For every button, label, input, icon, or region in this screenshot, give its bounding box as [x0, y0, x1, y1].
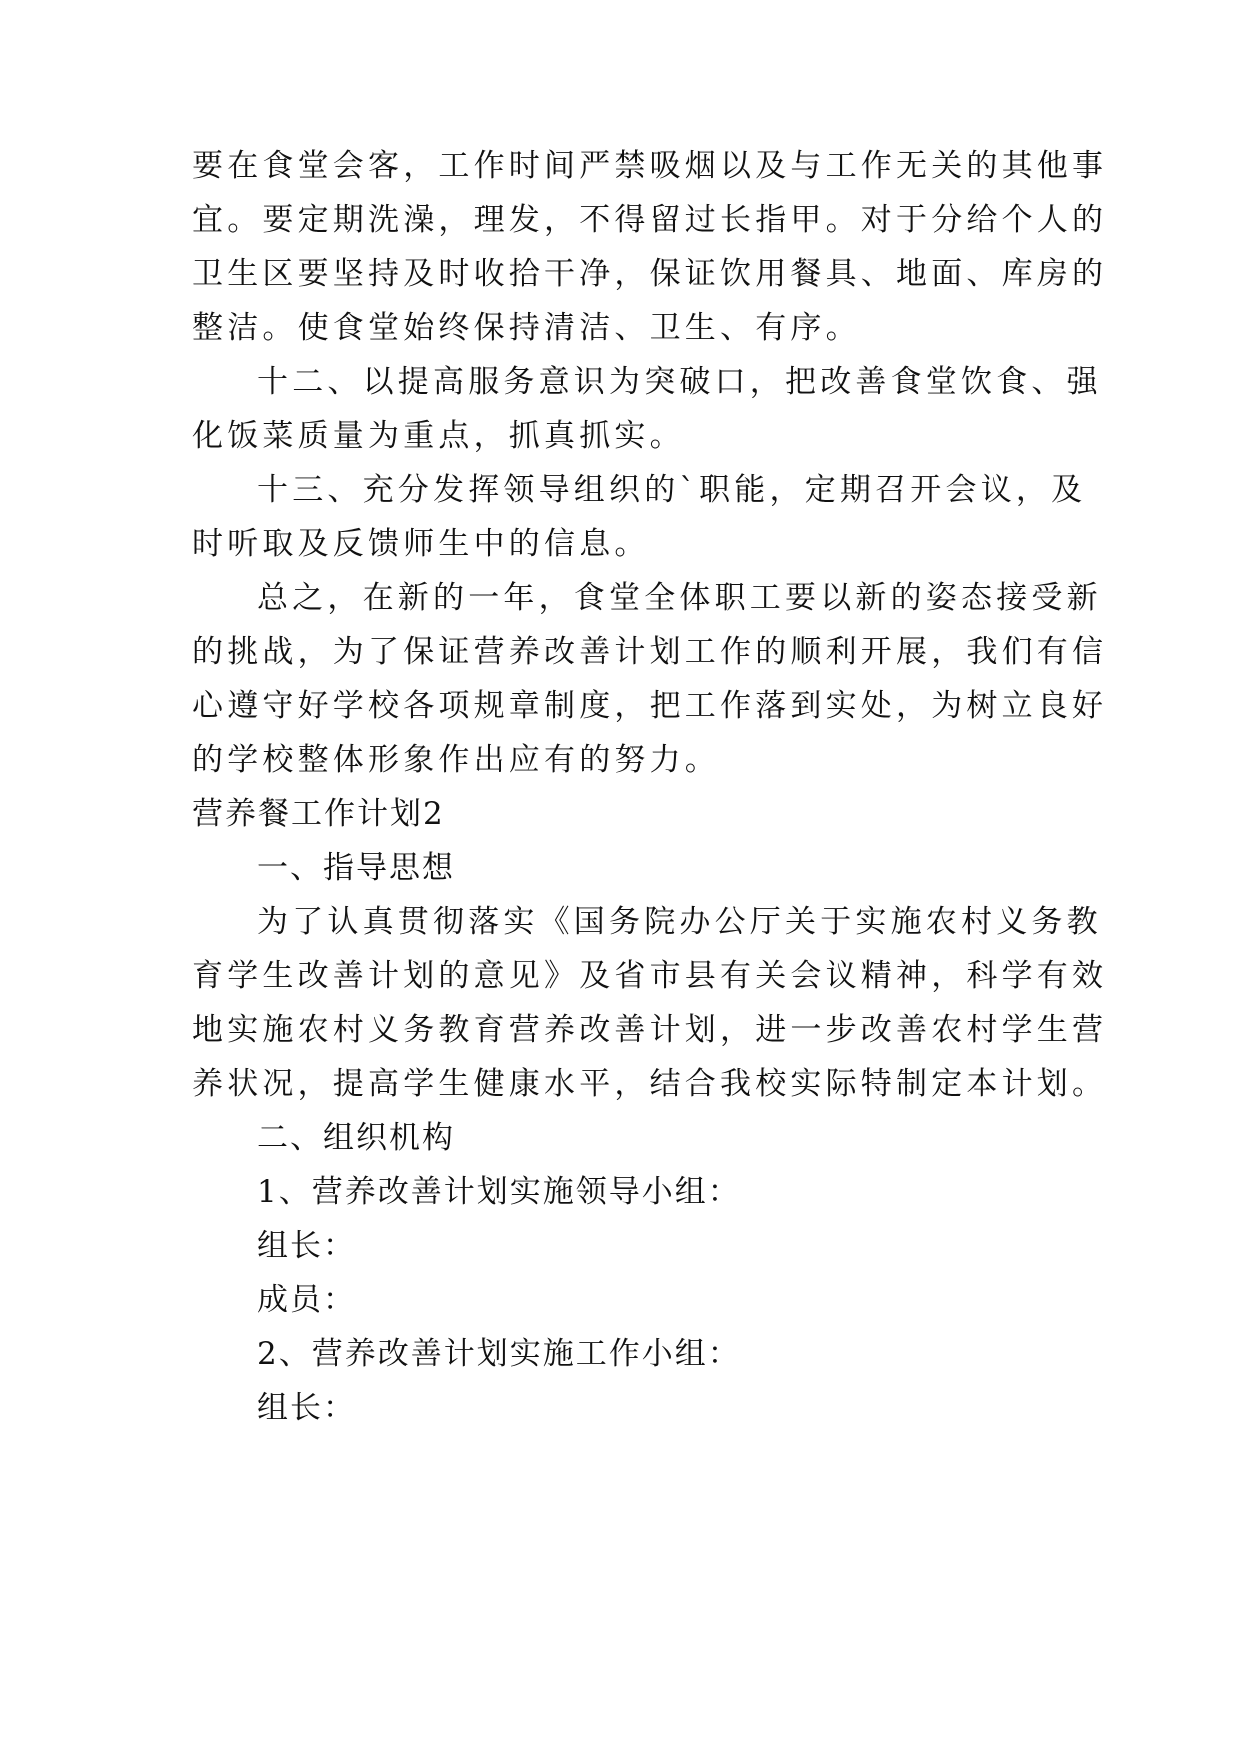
- summary-line: 总之，在新的一年，食堂全体职工要以新的姿态接受新: [257, 580, 1102, 616]
- group-2-title: 2、营养改善计划实施工作小组：: [257, 1336, 741, 1372]
- guiding-text-line: 养状况，提高学生健康水平，结合我校实际特制定本计划。: [192, 1066, 1108, 1102]
- paragraph-line: 卫生区要坚持及时收拾干净，保证饮用餐具、地面、库房的: [192, 256, 1108, 292]
- paragraph-line: 宜。要定期洗澡，理发，不得留过长指甲。对于分给个人的: [192, 202, 1108, 238]
- guiding-heading: 一、指导思想: [257, 850, 455, 886]
- guiding-text-line: 为了认真贯彻落实《国务院办公厅关于实施农村义务教: [257, 904, 1102, 940]
- group-1-leader: 组长：: [257, 1228, 356, 1264]
- item-13-line: 时听取及反馈师生中的信息。: [192, 526, 650, 562]
- org-heading: 二、组织机构: [257, 1120, 455, 1156]
- group-1-members: 成员：: [257, 1282, 356, 1318]
- item-12-line: 化饭菜质量为重点，抓真抓实。: [192, 418, 685, 454]
- summary-line: 心遵守好学校各项规章制度，把工作落到实处，为树立良好: [192, 688, 1108, 724]
- item-12-line: 十二、以提高服务意识为突破口，把改善食堂饮食、强: [257, 364, 1102, 400]
- paragraph-line: 整洁。使食堂始终保持清洁、卫生、有序。: [192, 310, 861, 346]
- guiding-text-line: 地实施农村义务教育营养改善计划，进一步改善农村学生营: [192, 1012, 1108, 1048]
- group-1-title: 1、营养改善计划实施领导小组：: [257, 1174, 741, 1210]
- group-2-leader: 组长：: [257, 1390, 356, 1426]
- item-13-line: 十三、充分发挥领导组织的`职能，定期召开会议，及: [257, 472, 1087, 508]
- guiding-text-line: 育学生改善计划的意见》及省市县有关会议精神，科学有效: [192, 958, 1108, 994]
- section-title: 营养餐工作计划2: [192, 796, 445, 832]
- summary-line: 的挑战，为了保证营养改善计划工作的顺利开展，我们有信: [192, 634, 1108, 670]
- paragraph-line: 要在食堂会客，工作时间严禁吸烟以及与工作无关的其他事: [192, 148, 1108, 184]
- summary-line: 的学校整体形象作出应有的努力。: [192, 742, 720, 778]
